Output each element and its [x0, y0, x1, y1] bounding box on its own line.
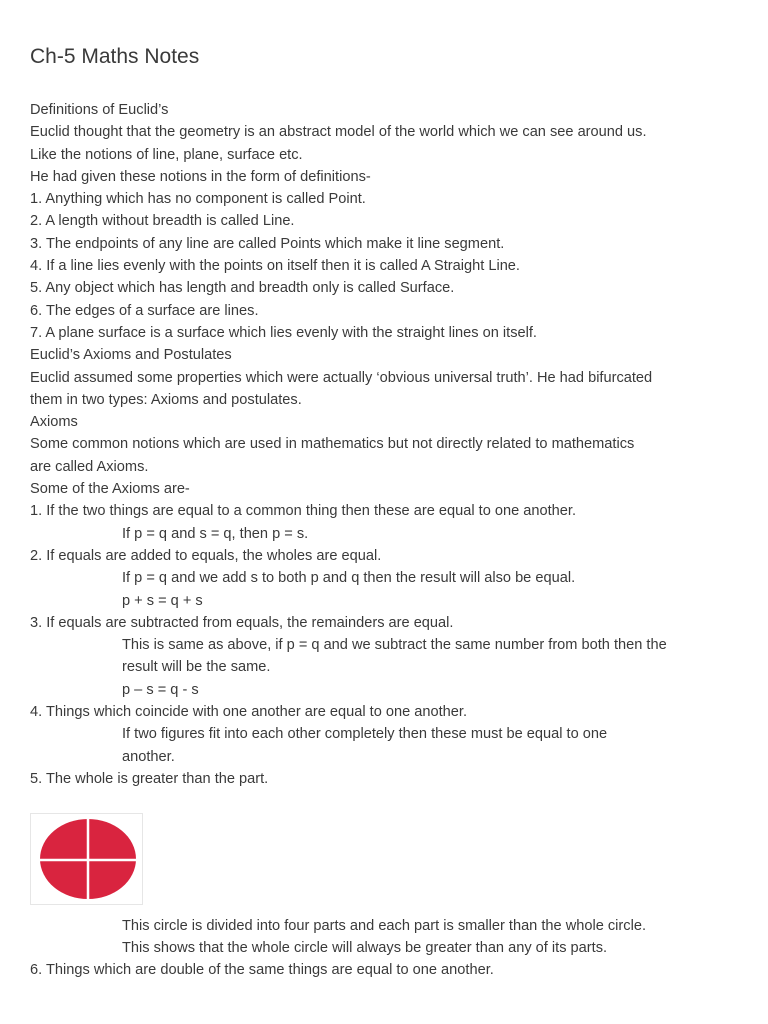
axiom-explanation: another. — [122, 748, 175, 765]
axiom-explanation: If two figures fit into each other completely then these must be equal to one — [122, 726, 608, 743]
axiom-item: 4. Things which coincide with one another are equal to one another. — [30, 704, 468, 721]
axiom-explanation: result will be the same. — [122, 659, 271, 676]
figure-caption: This circle is divided into four parts and each part is smaller than the whole circle. — [122, 917, 646, 934]
circle-divided-into-four-parts-icon — [31, 814, 142, 904]
axiom-equation: p – s = q - s — [122, 681, 199, 698]
text-line: 7. A plane surface is a surface which lies evenly with the straight lines on itself. — [30, 324, 537, 341]
axiom-equation: p + s = q + s — [122, 592, 203, 609]
text-line: 6. The edges of a surface are lines. — [30, 302, 259, 319]
text-line: Like the notions of line, plane, surface etc. — [30, 146, 303, 163]
axiom-item: 3. If equals are subtracted from equals, the remainders are equal. — [30, 614, 454, 631]
text-line: He had given these notions in the form of definitions- — [30, 168, 371, 185]
axiom-explanation: If p = q and we add s to both p and q then the result will also be equal. — [122, 570, 576, 587]
text-line: 1. Anything which has no component is called Point. — [30, 191, 366, 208]
text-line: Euclid thought that the geometry is an abstract model of the world which we can see around us. — [30, 124, 647, 141]
text-line: Euclid assumed some properties which were actually ‘obvious universal truth’. He had bifurcated — [30, 369, 653, 386]
text-line: 5. Any object which has length and breadth only is called Surface. — [30, 280, 455, 297]
notes-body — [30, 99, 745, 981]
divided-circle-figure — [30, 813, 143, 905]
text-line: are called Axioms. — [30, 458, 149, 475]
section-heading: Euclid’s Axioms and Postulates — [30, 347, 232, 364]
axiom-item: 2. If equals are added to equals, the wholes are equal. — [30, 547, 382, 564]
text-line: 3. The endpoints of any line are called Points which make it line segment. — [30, 235, 505, 252]
section-heading: Axioms — [30, 414, 78, 431]
text-line: Definitions of Euclid’s — [30, 102, 169, 118]
text-line: 4. If a line lies evenly with the points on itself then it is called A Straight Line. — [30, 258, 520, 275]
text-line: 2. A length without breadth is called Line. — [30, 213, 295, 230]
text-line: Some common notions which are used in mathematics but not directly related to mathematics — [30, 436, 635, 453]
axiom-explanation: This is same as above, if p = q and we subtract the same number from both then the — [122, 637, 667, 654]
axiom-item: 6. Things which are double of the same things are equal to one another. — [30, 962, 494, 979]
axiom-item: 1. If the two things are equal to a common thing then these are equal to one another. — [30, 503, 577, 520]
figure-caption: This shows that the whole circle will always be greater than any of its parts. — [122, 939, 608, 956]
axiom-explanation: If p = q and s = q, then p = s. — [122, 525, 309, 542]
page-title: Ch-5 Maths Notes — [30, 45, 200, 68]
text-line: Some of the Axioms are- — [30, 481, 190, 498]
axiom-item: 5. The whole is greater than the part. — [30, 770, 269, 787]
spacer — [30, 790, 745, 812]
text-line: them in two types: Axioms and postulates. — [30, 391, 302, 408]
